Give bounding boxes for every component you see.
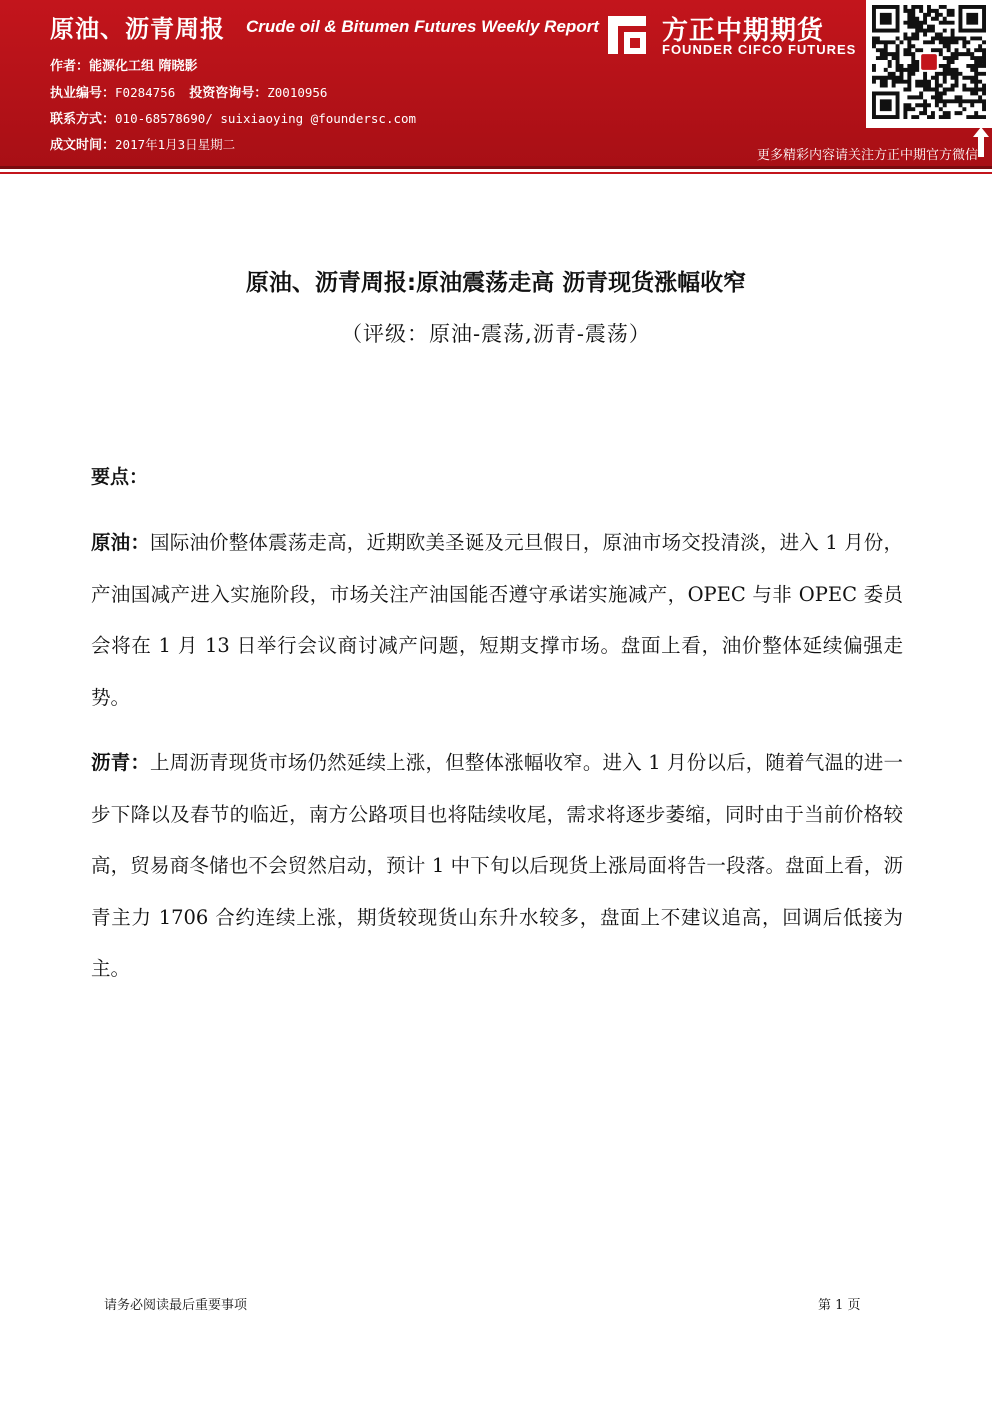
contact-label: 联系方式： bbox=[50, 112, 116, 127]
header-divider-thin bbox=[0, 172, 992, 174]
bitumen-label: 沥青： bbox=[91, 751, 151, 774]
report-title: 原油、沥青周报 bbox=[50, 15, 225, 43]
document-title: 原油、沥青周报:原油震荡走高 沥青现货涨幅收窄 bbox=[245, 270, 747, 296]
date-line bbox=[50, 134, 235, 153]
consult-label: 投资咨询号： bbox=[189, 86, 268, 101]
contact-value[interactable]: 010-68578690/ suixiaoying @foundersc.com bbox=[115, 111, 417, 126]
report-header bbox=[0, 0, 992, 166]
logo-name-en: FOUNDER CIFCO FUTURES bbox=[662, 42, 857, 57]
page-number: 第 1 页 bbox=[818, 1298, 861, 1313]
date-value: 2017年1月3日星期二 bbox=[115, 137, 236, 152]
report-subtitle: Crude oil & Bitumen Futures Weekly Report bbox=[246, 17, 599, 36]
date-label: 成文时间： bbox=[50, 138, 116, 153]
crude-oil-paragraph bbox=[91, 517, 903, 723]
logo-mark-icon bbox=[604, 12, 650, 58]
follow-wechat-text: 更多精彩内容请关注方正中期官方微信 bbox=[756, 148, 978, 163]
footer-notice: 请务必阅读最后重要事项 bbox=[104, 1298, 248, 1313]
license-label: 执业编号： bbox=[50, 86, 116, 101]
company-logo[interactable] bbox=[604, 10, 857, 60]
license-value: F0284756 bbox=[115, 85, 176, 100]
author-line bbox=[50, 55, 198, 74]
author-value: 能源化工组 隋晓影 bbox=[89, 59, 198, 74]
contact-line bbox=[50, 108, 416, 127]
key-points-heading: 要点： bbox=[91, 466, 149, 488]
crude-oil-label: 原油： bbox=[91, 531, 151, 554]
header-divider bbox=[0, 166, 992, 169]
qr-code-icon bbox=[872, 5, 986, 119]
author-label: 作者： bbox=[50, 59, 90, 74]
document-rating: （评级：原油-震荡,沥青-震荡） bbox=[341, 322, 651, 346]
license-line bbox=[50, 82, 327, 101]
bitumen-paragraph bbox=[91, 737, 903, 995]
consult-value: Z0010956 bbox=[267, 85, 328, 100]
wechat-qr-code[interactable] bbox=[866, 0, 992, 128]
crude-oil-text: 国际油价整体震荡走高，近期欧美圣诞及元旦假日，原油市场交投清淡，进入 1 月份，产油国减产进入实施阶段，市场关注产油国能否遵守承诺实施减产，OPEC 与非 OPEC 委员会将在 1 月 13 日举行会议商讨减产问题，短期支撑市场。盘面上看，油价整体延续偏强走势。 bbox=[91, 531, 903, 709]
bitumen-text: 上周沥青现货市场仍然延续上涨，但整体涨幅收窄。进入 1 月份以后，随着气温的进一步下降以及春节的临近，南方公路项目也将陆续收尾，需求将逐步萎缩，同时由于当前价格较高，贸易商冬储也不会贸然启动，预计 1 中下旬以后现货上涨局面将告一段落。盘面上看，沥青主力 1706 合约连续上涨，期货较现货山东升水较多，盘面上不建议追高，回调后低接为主。 bbox=[91, 751, 903, 980]
logo-name-cn: 方正中期期货 bbox=[662, 16, 825, 46]
